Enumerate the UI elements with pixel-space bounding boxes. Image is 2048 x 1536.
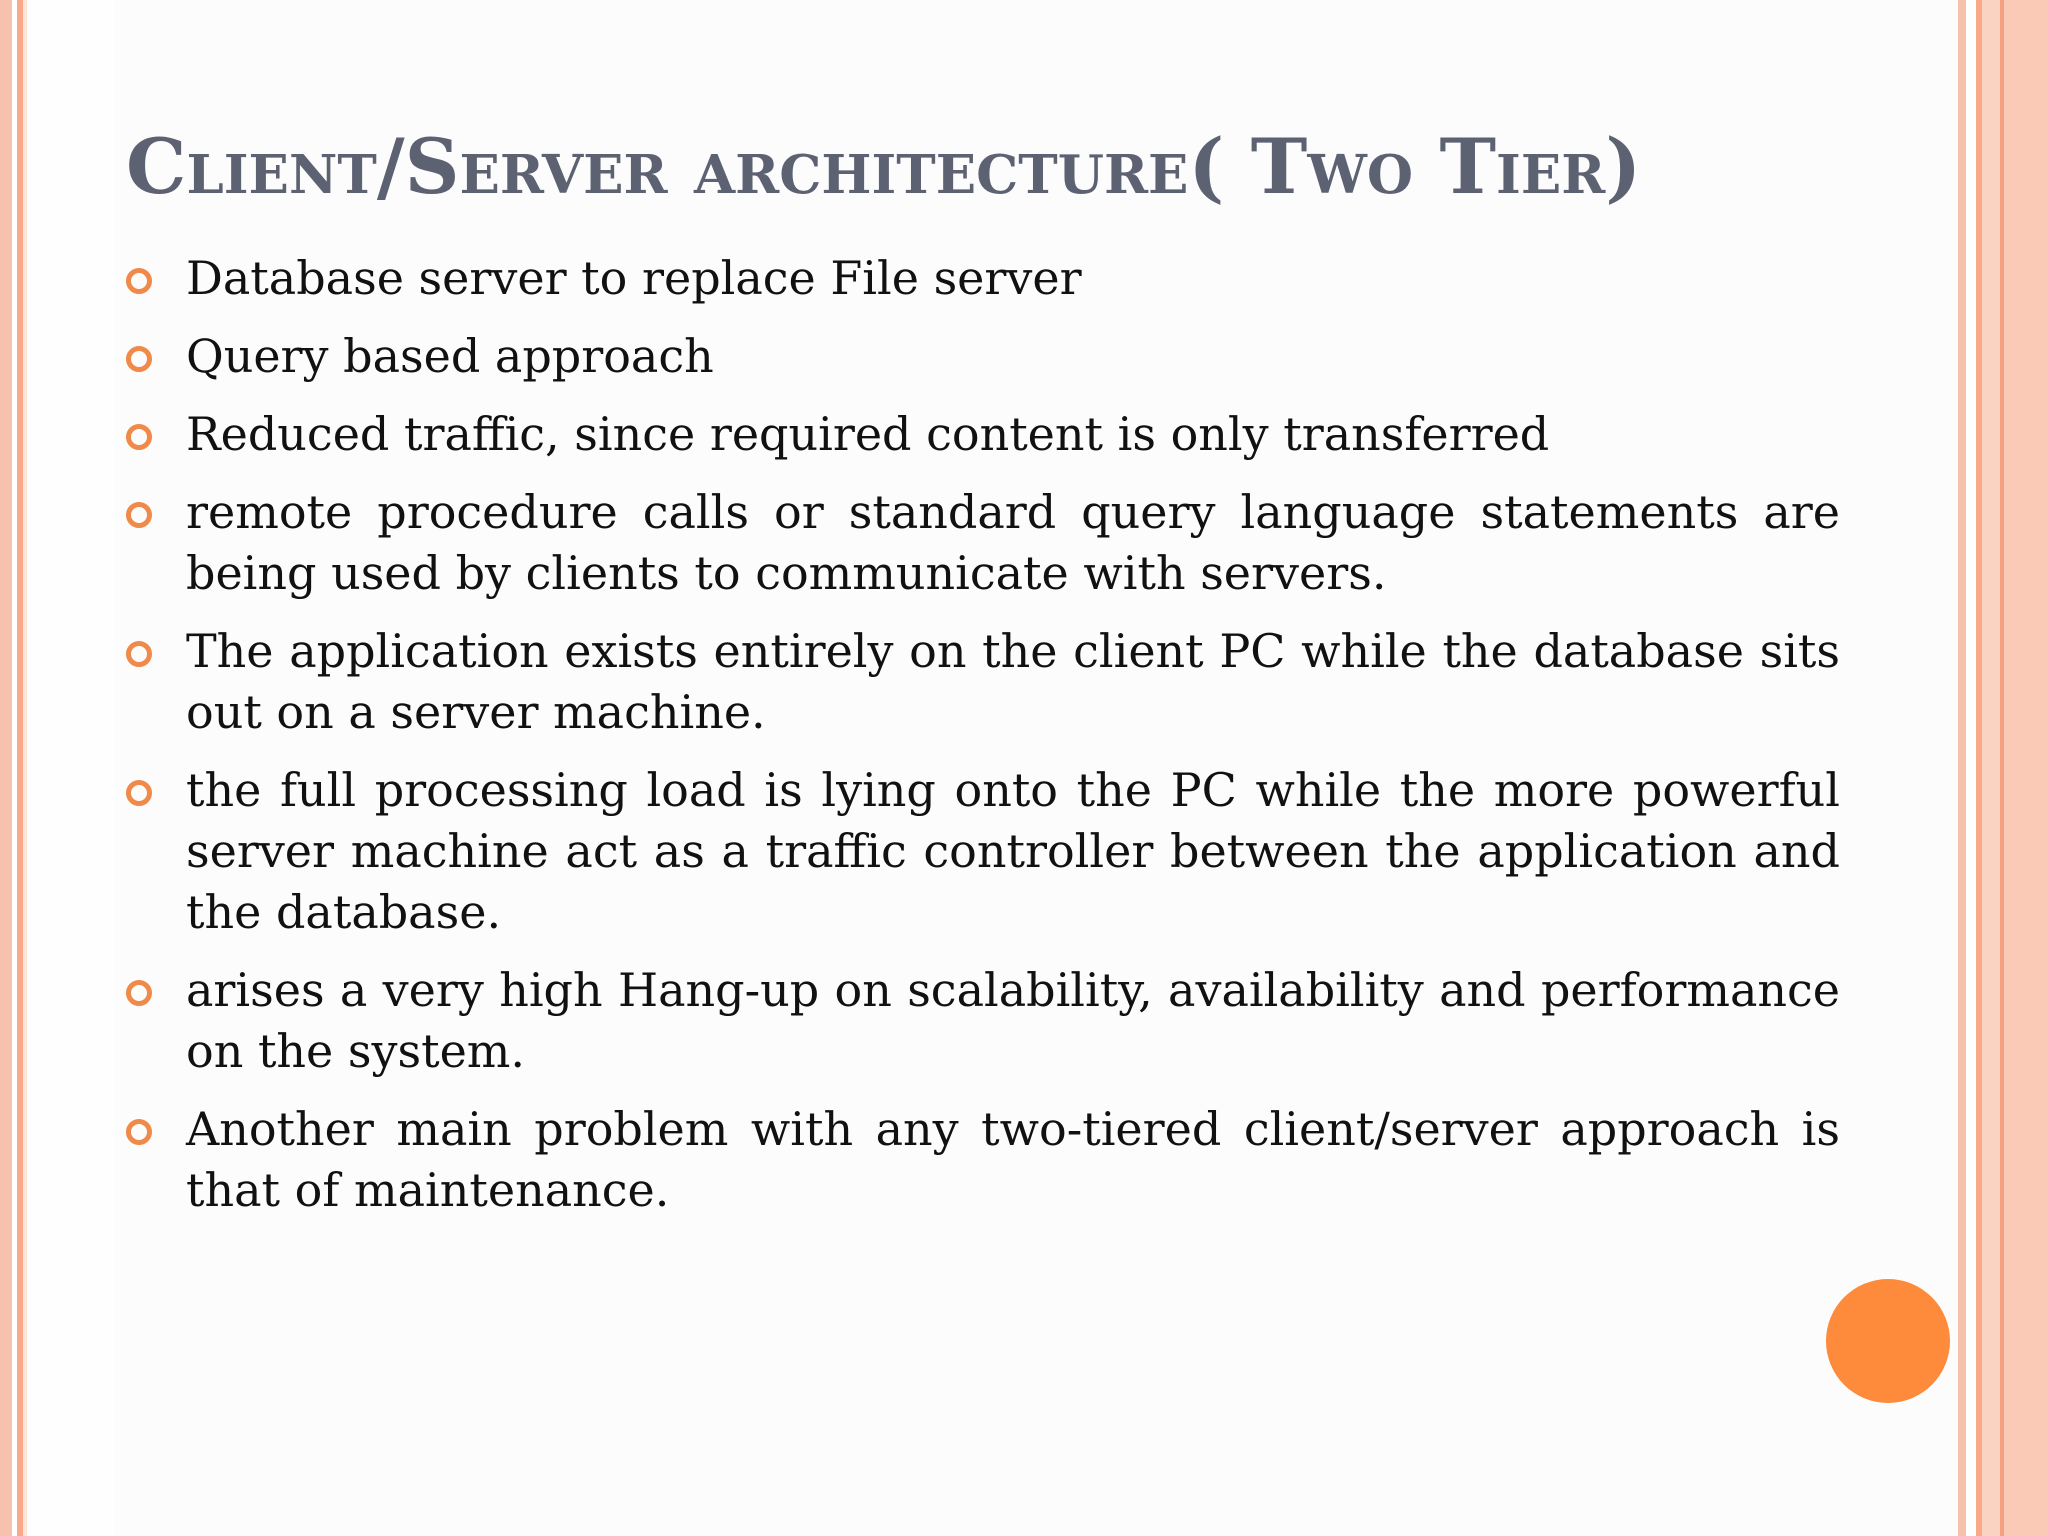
bullet-item — [126, 1099, 1840, 1221]
right-border-gap — [1966, 0, 1976, 1536]
right-border-stripe-light — [1982, 0, 2000, 1536]
bullet-text: Another main problem with any two-tiered client/server approach is that of maintenance. — [186, 1102, 1840, 1217]
bullet-text: Query based approach — [186, 329, 714, 383]
bullet-text: the full processing load is lying onto the PC while the more powerful server machine act as a traffic controller between the application and the database. — [186, 763, 1840, 939]
bullet-text: arises a very high Hang-up on scalability, availability and performance on the system. — [186, 963, 1840, 1078]
bullet-circle-icon — [126, 1119, 152, 1145]
bullet-text: remote procedure calls or standard query language statements are being used by clients to communicate with servers. — [186, 485, 1840, 600]
bullet-item — [126, 404, 1840, 465]
bullet-circle-icon — [126, 780, 152, 806]
left-border-stripe — [0, 0, 12, 1536]
right-border-stripe — [1958, 0, 1966, 1536]
bullet-circle-icon — [126, 502, 152, 528]
bullet-circle-icon — [126, 346, 152, 372]
right-border-band — [2004, 0, 2048, 1536]
bullet-item — [126, 248, 1840, 309]
left-border-stripe-light — [23, 0, 27, 1536]
bullet-circle-icon — [126, 641, 152, 667]
bullet-list — [126, 248, 1840, 1238]
bullet-item — [126, 326, 1840, 387]
slide-title: Client/Server architecture( Two Tier) — [126, 122, 1642, 211]
bullet-item — [126, 760, 1840, 943]
bullet-text: Reduced traffic, since required content is only transferred — [186, 407, 1550, 461]
bullet-circle-icon — [126, 980, 152, 1006]
bullet-circle-icon — [126, 268, 152, 294]
bullet-circle-icon — [126, 424, 152, 450]
bullet-item — [126, 621, 1840, 743]
bullet-text: The application exists entirely on the client PC while the database sits out on a server machine. — [186, 624, 1840, 739]
bullet-item — [126, 960, 1840, 1082]
accent-circle-icon — [1826, 1279, 1950, 1403]
bullet-text: Database server to replace File server — [186, 251, 1082, 305]
bullet-item — [126, 482, 1840, 604]
